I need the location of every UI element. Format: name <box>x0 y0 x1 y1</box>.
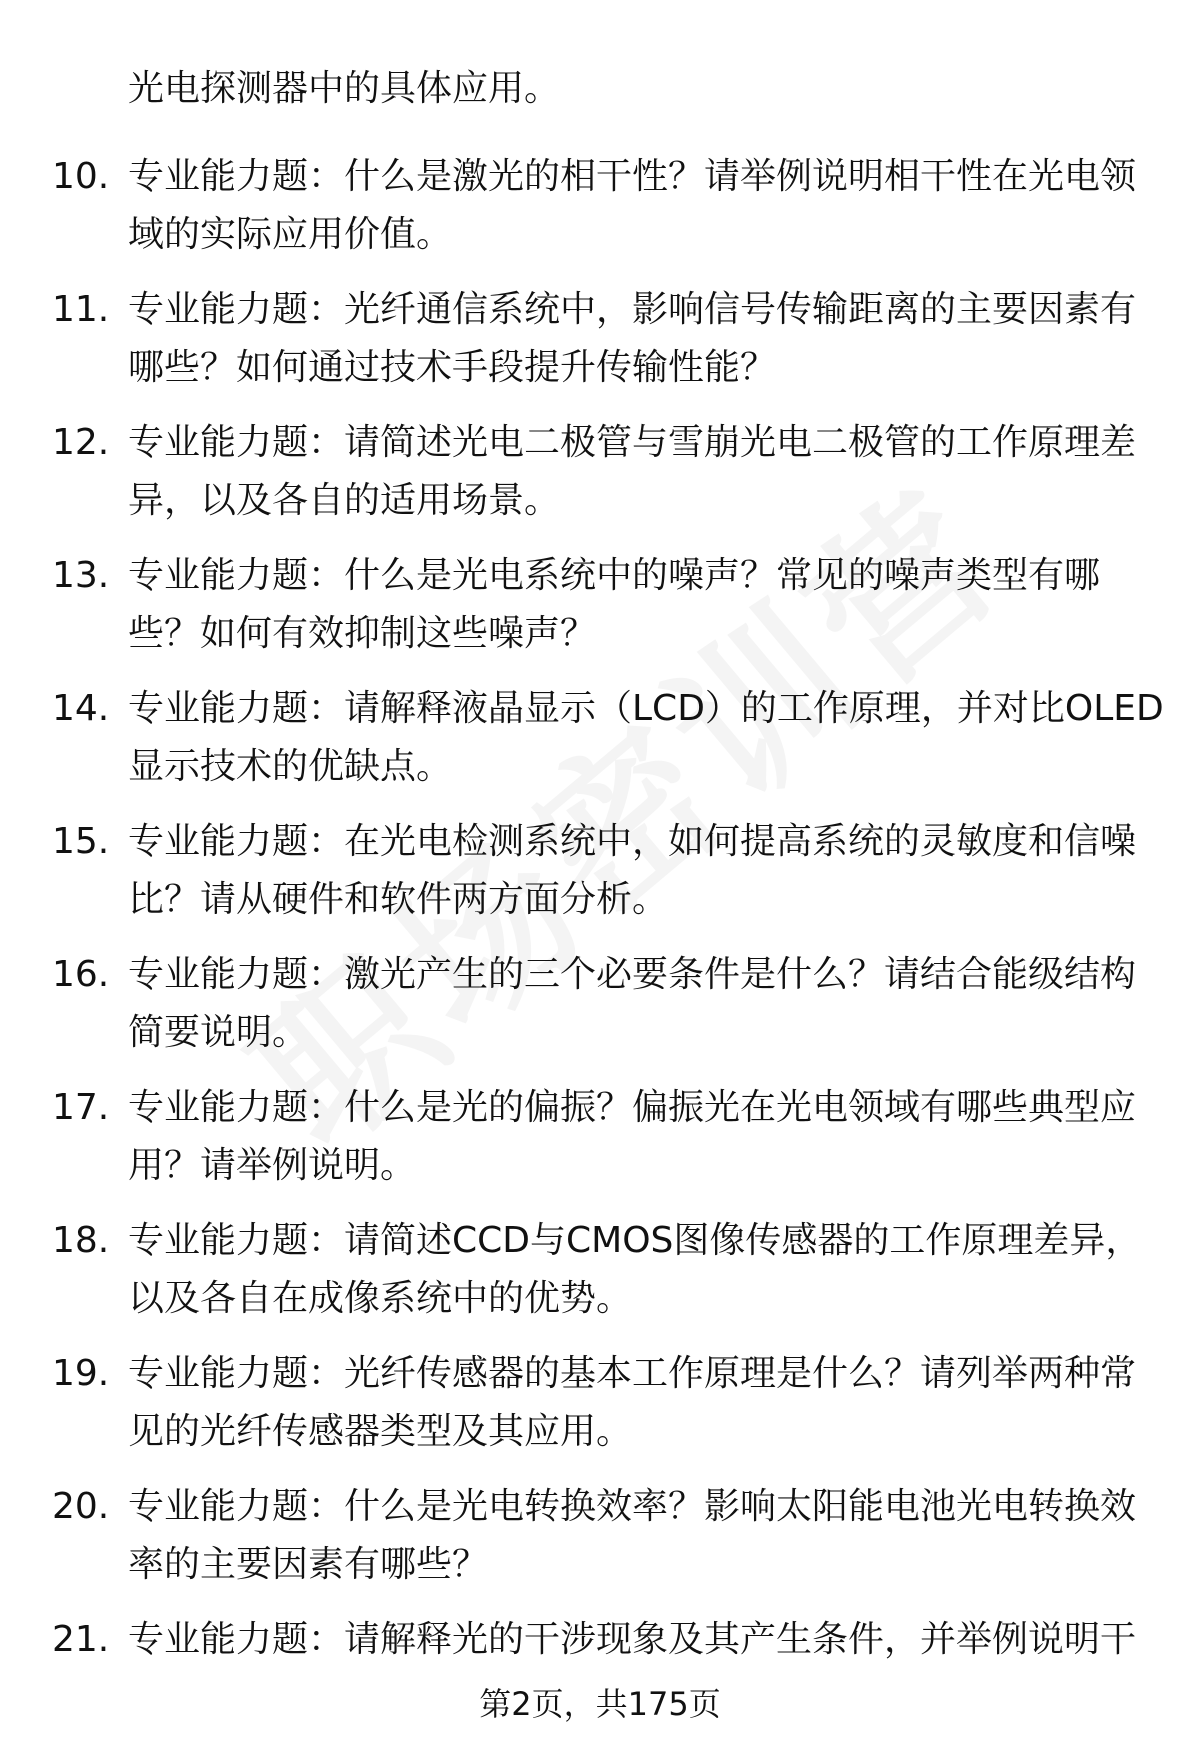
question-text <box>128 1079 1168 1195</box>
question-item <box>0 547 1200 673</box>
question-line: 专业能力题：什么是光电系统中的噪声？常见的噪声类型有哪 <box>128 555 1101 596</box>
question-line: 显示技术的优缺点。 <box>128 746 453 787</box>
question-line: 专业能力题：光纤通信系统中，影响信号传输距离的主要因素有 <box>128 289 1137 330</box>
question-number: 16. <box>52 954 110 995</box>
question-line: 些？如何有效抑制这些噪声？ <box>128 613 597 654</box>
question-text <box>128 148 1168 264</box>
question-line: 简要说明。 <box>128 1012 309 1053</box>
question-text <box>128 547 1168 663</box>
question-line: 见的光纤传感器类型及其应用。 <box>128 1411 633 1452</box>
question-number: 19. <box>52 1353 110 1394</box>
question-line: 专业能力题：激光产生的三个必要条件是什么？请结合能级结构 <box>128 954 1137 995</box>
question-line: 专业能力题：请简述光电二极管与雪崩光电二极管的工作原理差 <box>128 422 1137 463</box>
question-line: 专业能力题：什么是光电转换效率？影响太阳能电池光电转换效 <box>128 1486 1137 1527</box>
question-text <box>128 414 1168 530</box>
question-item <box>0 680 1200 806</box>
question-text <box>128 680 1168 796</box>
continuation-text: 光电探测器中的具体应用。 <box>128 68 561 109</box>
question-line: 域的实际应用价值。 <box>128 214 453 255</box>
question-text <box>128 813 1168 929</box>
question-line: 专业能力题：光纤传感器的基本工作原理是什么？请列举两种常 <box>128 1353 1137 1394</box>
question-number: 12. <box>52 422 110 463</box>
question-line: 以及各自在成像系统中的优势。 <box>128 1278 633 1319</box>
question-line: 比？请从硬件和软件两方面分析。 <box>128 879 669 920</box>
question-text <box>128 1345 1168 1461</box>
question-item <box>0 1079 1200 1205</box>
question-line: 专业能力题：请解释液晶显示（LCD）的工作原理，并对比OLED <box>128 688 1164 729</box>
question-text <box>128 1212 1168 1328</box>
question-item <box>0 813 1200 939</box>
question-number: 17. <box>52 1087 110 1128</box>
question-text <box>128 281 1168 397</box>
question-item <box>0 1345 1200 1471</box>
question-number: 21. <box>52 1619 110 1660</box>
question-line: 专业能力题：什么是光的偏振？偏振光在光电领域有哪些典型应 <box>128 1087 1137 1128</box>
question-line: 用？请举例说明。 <box>128 1145 417 1186</box>
question-number: 13. <box>52 555 110 596</box>
question-list <box>0 148 1200 1744</box>
question-item <box>0 1212 1200 1338</box>
question-number: 20. <box>52 1486 110 1527</box>
question-item <box>0 148 1200 274</box>
question-number: 10. <box>52 156 110 197</box>
question-item <box>0 414 1200 540</box>
question-item <box>0 946 1200 1072</box>
question-line: 专业能力题：什么是激光的相干性？请举例说明相干性在光电领 <box>128 156 1137 197</box>
question-line: 专业能力题：请解释光的干涉现象及其产生条件，并举例说明干 <box>128 1619 1137 1660</box>
question-item <box>0 281 1200 407</box>
question-number: 11. <box>52 289 110 330</box>
question-line: 哪些？如何通过技术手段提升传输性能？ <box>128 347 777 388</box>
page-footer: 第2页，共175页 <box>479 1685 721 1723</box>
question-number: 18. <box>52 1220 110 1261</box>
question-line: 专业能力题：请简述CCD与CMOS图像传感器的工作原理差异， <box>128 1220 1142 1261</box>
question-text <box>128 946 1168 1062</box>
question-line: 率的主要因素有哪些？ <box>128 1544 489 1585</box>
question-item <box>0 1478 1200 1604</box>
question-number: 15. <box>52 821 110 862</box>
question-number: 14. <box>52 688 110 729</box>
question-line: 专业能力题：在光电检测系统中，如何提高系统的灵敏度和信噪 <box>128 821 1137 862</box>
question-text <box>128 1611 1168 1669</box>
question-line: 异，以及各自的适用场景。 <box>128 480 561 521</box>
question-text <box>128 1478 1168 1594</box>
